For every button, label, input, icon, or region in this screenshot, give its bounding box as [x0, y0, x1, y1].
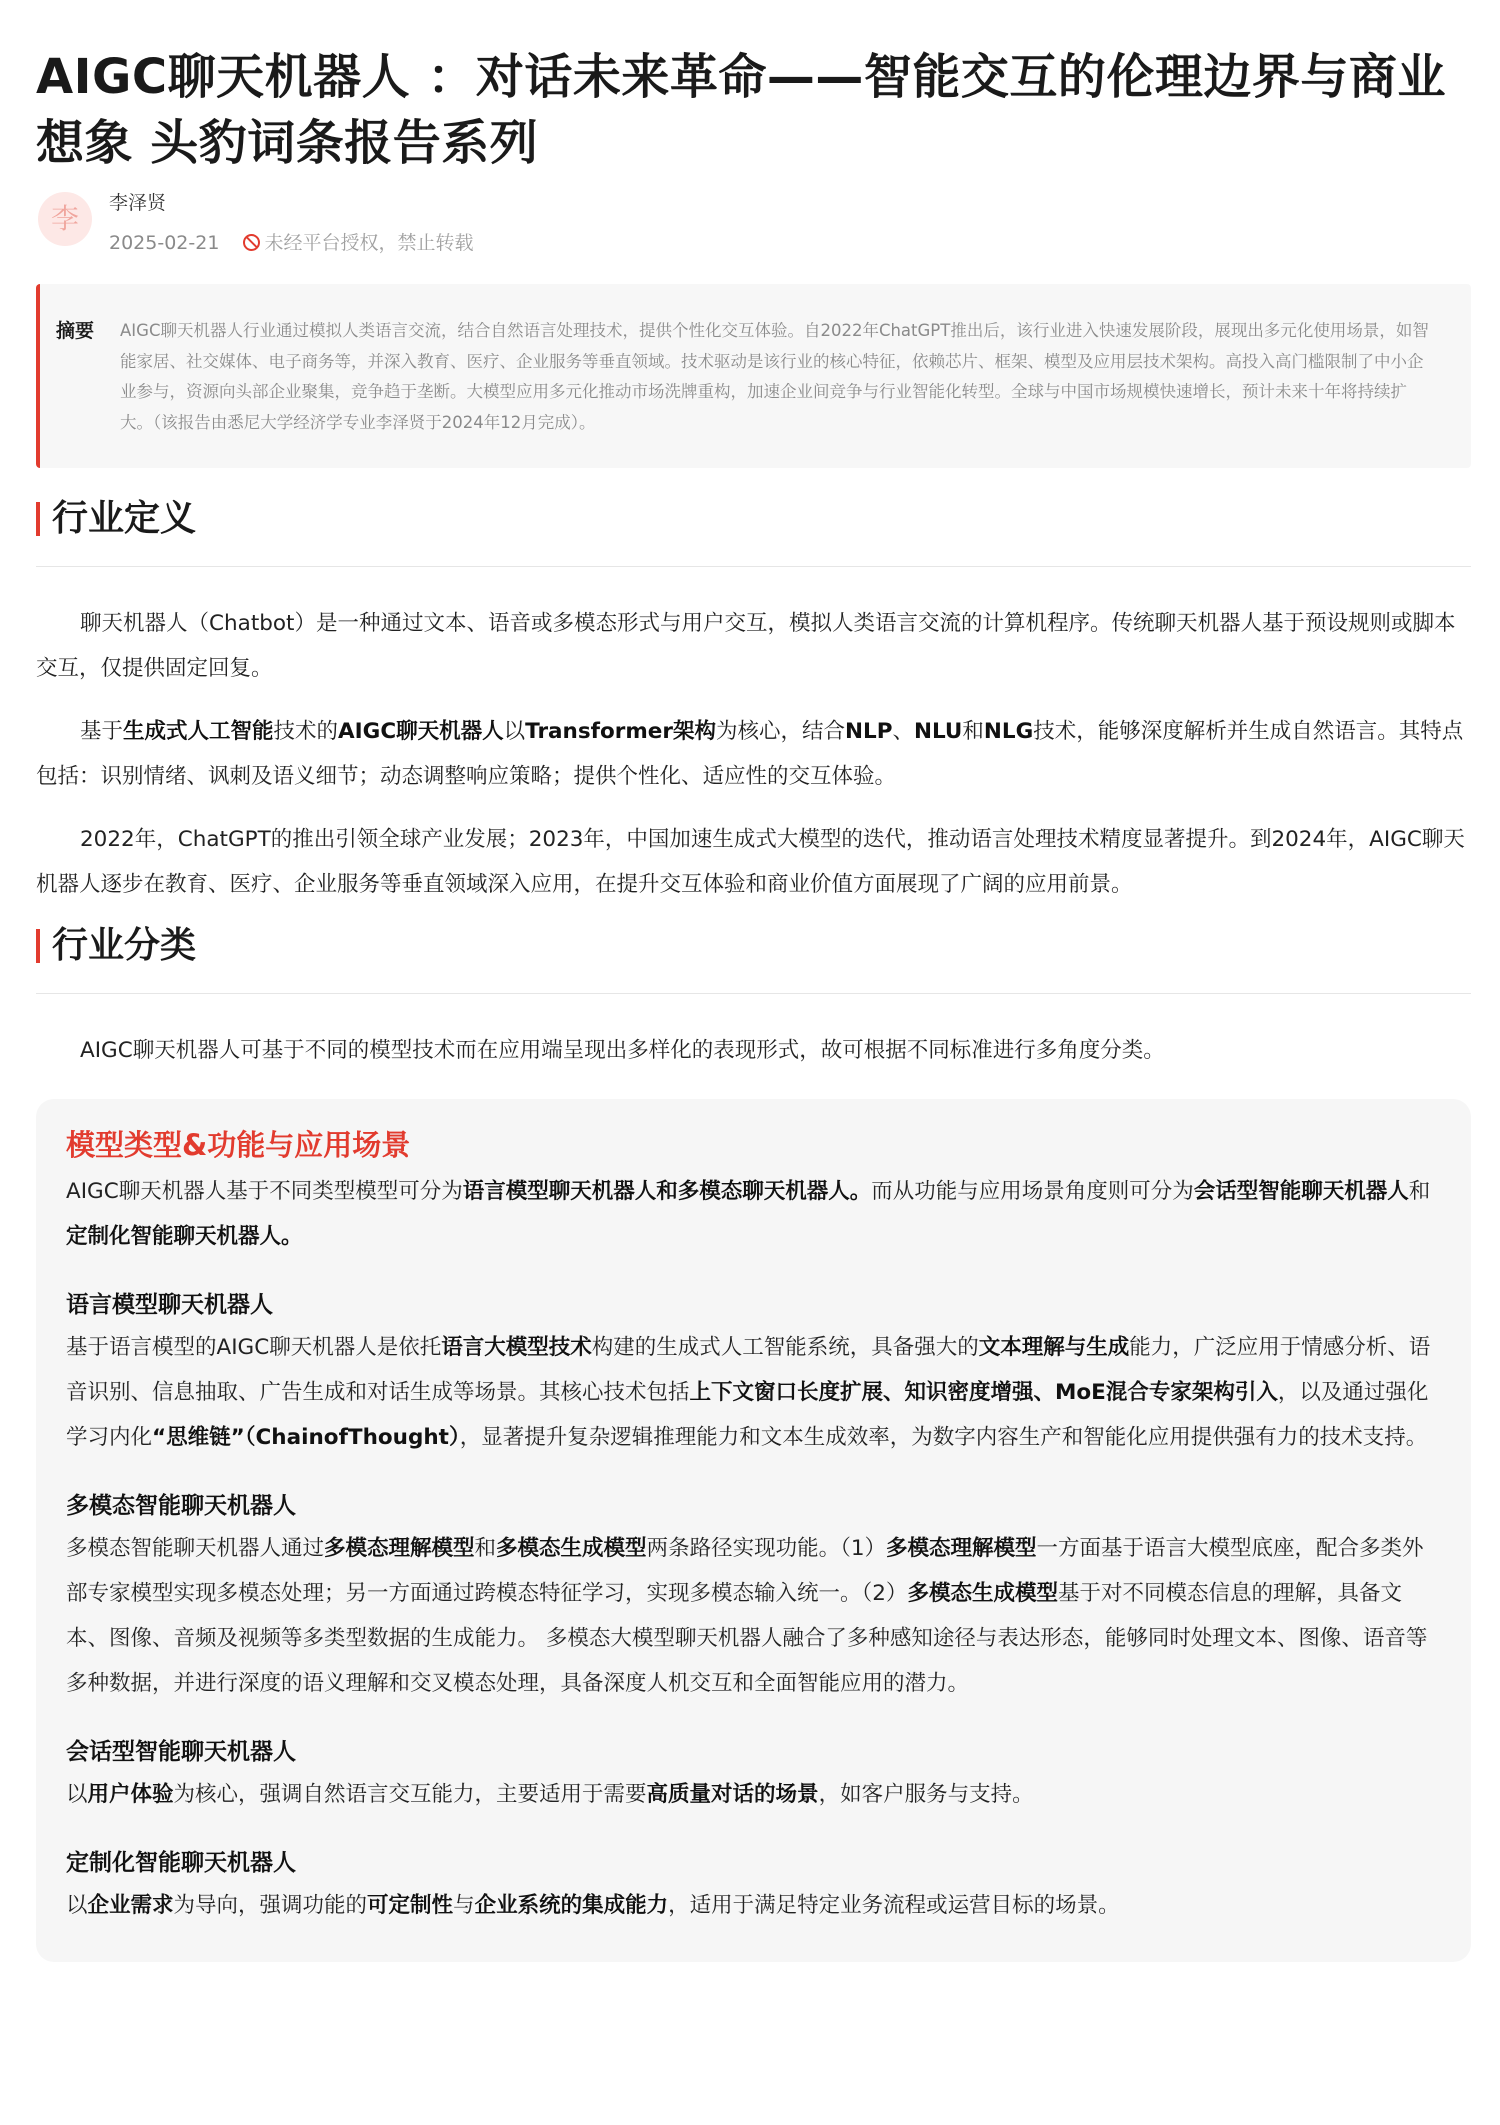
text-segment: 而从功能与应用场景角度则可分为	[871, 1179, 1194, 1204]
bold-text: 语言模型聊天机器人和多模态聊天机器人。	[462, 1179, 872, 1204]
author-row	[36, 186, 1471, 274]
bold-text: 文本理解与生成	[978, 1335, 1130, 1360]
definition-paragraph-2	[36, 709, 1471, 799]
text-segment: 和	[962, 719, 984, 744]
classification-intro: AIGC聊天机器人可基于不同的模型技术而在应用端呈现出多样化的表现形式，故可根据不同标准进行多角度分类。	[80, 1038, 1165, 1063]
meta-row	[109, 228, 473, 255]
bold-text: 多模态生成模型	[907, 1581, 1058, 1606]
text-segment: 、	[892, 719, 914, 744]
text-segment: 和	[1408, 1179, 1431, 1204]
category-heading: 语言模型聊天机器人	[66, 1292, 273, 1318]
publish-date: 2025-02-21	[109, 232, 220, 254]
bold-text: 可定制性	[367, 1893, 454, 1918]
section-accent-bar	[36, 929, 40, 963]
text-segment: 两条路径实现功能。（1）	[646, 1536, 886, 1561]
section-heading-definition	[36, 494, 1471, 567]
category-heading: 定制化智能聊天机器人	[66, 1850, 296, 1876]
bold-text: 高质量对话的场景	[646, 1782, 819, 1807]
bold-text: 语言大模型技术	[441, 1335, 592, 1360]
text-segment: 基于语言模型的AIGC聊天机器人是依托	[66, 1335, 442, 1360]
bold-text: NLU	[913, 719, 963, 744]
text-segment: 一方面基于语言大模型底座，配合多类外部专家模型实现多模态处理；另一方面通过跨模态特征学习，实现多模态输入统一。（2）	[66, 1536, 1424, 1606]
abstract-label: 摘要	[56, 320, 95, 342]
text-segment: ，如客户服务与支持。	[818, 1782, 1034, 1807]
avatar[interactable]: 李	[38, 192, 92, 246]
page-title: AIGC聊天机器人 ：对话未来革命——智能交互的伦理边界与商业想象 头豹词条报告系列	[36, 49, 1446, 171]
bold-text: 多模态生成模型	[496, 1536, 647, 1561]
text-segment: 以	[66, 1893, 88, 1918]
copyright-notice-text: 未经平台授权，禁止转载	[264, 232, 474, 254]
classification-box-title: 模型类型&功能与应用场景	[66, 1128, 411, 1162]
text-segment: AIGC聊天机器人基于不同类型模型可分为	[66, 1179, 463, 1204]
section-heading-classification	[36, 921, 1471, 994]
section-title: 行业分类	[52, 925, 197, 966]
bold-text: 企业需求	[87, 1893, 174, 1918]
bold-text: 上下文窗口长度扩展、知识密度增强、MoE混合专家架构引入	[689, 1380, 1278, 1405]
text-segment: 基于对不同模态信息的理解，具备文本、图像、音频及视频等多类型数据的生成能力。 多模态大模型聊天机器人融合了多种感知途径与表达形态，能够同时处理文本、图像、语音等多种数据，并进行深度的语义理解和交叉模态处理，具备深度人机交互和全面智能应用的潜力。	[66, 1581, 1428, 1696]
text-segment: ，显著提升复杂逻辑推理能力和文本生成效率，为数字内容生产和智能化应用提供强有力的技术支持。	[459, 1425, 1428, 1450]
text-segment: 和	[474, 1536, 497, 1561]
bold-text: 生成式人工智能	[123, 719, 274, 744]
section-accent-bar	[36, 502, 40, 536]
bold-text: AIGC聊天机器人	[338, 719, 504, 744]
bold-text: 多模态理解模型	[324, 1536, 475, 1561]
bold-text: 多模态理解模型	[886, 1536, 1037, 1561]
bold-text: “思维链”（ChainofThought）	[152, 1425, 460, 1450]
text-segment: 以	[503, 719, 526, 744]
text-segment: 能力，广泛应用于情感分析、语音识别、信息抽取、广告生成和对话生成等场景。其核心技术包括	[66, 1335, 1431, 1405]
bold-text: 定制化智能聊天机器人。	[66, 1224, 303, 1249]
text-segment: 技术的	[273, 719, 339, 744]
text-segment: 为核心，强调自然语言交互能力，主要适用于需要	[173, 1782, 647, 1807]
text-segment: 为导向，强调功能的	[173, 1893, 368, 1918]
text-segment: 与	[453, 1893, 475, 1918]
bold-text: 用户体验	[87, 1782, 174, 1807]
category-heading: 会话型智能聊天机器人	[66, 1739, 296, 1765]
abstract-box	[36, 284, 1471, 468]
bold-text: NLP	[845, 719, 893, 744]
copyright-notice	[243, 232, 473, 254]
article	[36, 0, 1471, 1962]
text-segment: 技术，能够深度解析并生成自然语言。其特点包括：识别情绪、讽刺及语义细节；动态调整响应策略；提供个性化、适应性的交互体验。	[36, 719, 1464, 789]
category-text	[66, 1772, 1441, 1817]
category-text	[66, 1325, 1441, 1460]
category-text	[66, 1883, 1441, 1928]
text-segment: 多模态智能聊天机器人通过	[66, 1536, 325, 1561]
classification-box	[36, 1099, 1471, 1962]
abstract-text: AIGC聊天机器人行业通过模拟人类语言交流，结合自然语言处理技术，提供个性化交互体验。自2022年ChatGPT推出后，该行业进入快速发展阶段，展现出多元化使用场景，如智能家居、社交媒体、电子商务等，并深入教育、医疗、企业服务等垂直领域。技术驱动是该行业的核心特征，依赖芯片、框架、模型及应用层技术架构。高投入高门槛限制了中小企业参与，资源向头部企业聚集，竞争趋于垄断。大模型应用多元化推动市场洗牌重构，加速企业间竞争与行业智能化转型。全球与中国市场规模快速增长，预计未来十年将持续扩大。（该报告由悉尼大学经济学专业李泽贤于2024年12月完成）。	[120, 321, 1429, 432]
bold-text: Transformer架构	[525, 719, 716, 744]
bold-text: 企业系统的集成能力	[474, 1893, 669, 1918]
text-segment: ，适用于满足特定业务流程或运营目标的场景。	[668, 1893, 1120, 1918]
category-heading: 多模态智能聊天机器人	[66, 1493, 296, 1519]
definition-paragraph-1: 聊天机器人（Chatbot）是一种通过文本、语音或多模态形式与用户交互，模拟人类语言交流的计算机程序。传统聊天机器人基于预设规则或脚本交互，仅提供固定回复。	[36, 611, 1456, 681]
section-title: 行业定义	[52, 498, 197, 539]
author-name[interactable]: 李泽贤	[109, 192, 167, 214]
text-segment: 以	[66, 1782, 88, 1807]
category-text	[66, 1526, 1441, 1706]
text-segment: 基于	[80, 719, 124, 744]
text-segment: 构建的生成式人工智能系统，具备强大的	[591, 1335, 979, 1360]
classification-box-intro	[66, 1169, 1441, 1259]
bold-text: NLG	[983, 719, 1034, 744]
definition-paragraph-3: 2022年，ChatGPT的推出引领全球产业发展；2023年，中国加速生成式大模型的迭代，推动语言处理技术精度显著提升。到2024年，AIGC聊天机器人逐步在教育、医疗、企业服务等垂直领域深入应用，在提升交互体验和商业价值方面展现了广阔的应用前景。	[36, 827, 1465, 897]
text-segment: 为核心，结合	[715, 719, 845, 744]
text-segment: ，以及通过强化学习内化	[66, 1380, 1429, 1450]
ban-icon	[243, 234, 260, 251]
bold-text: 会话型智能聊天机器人	[1193, 1179, 1409, 1204]
